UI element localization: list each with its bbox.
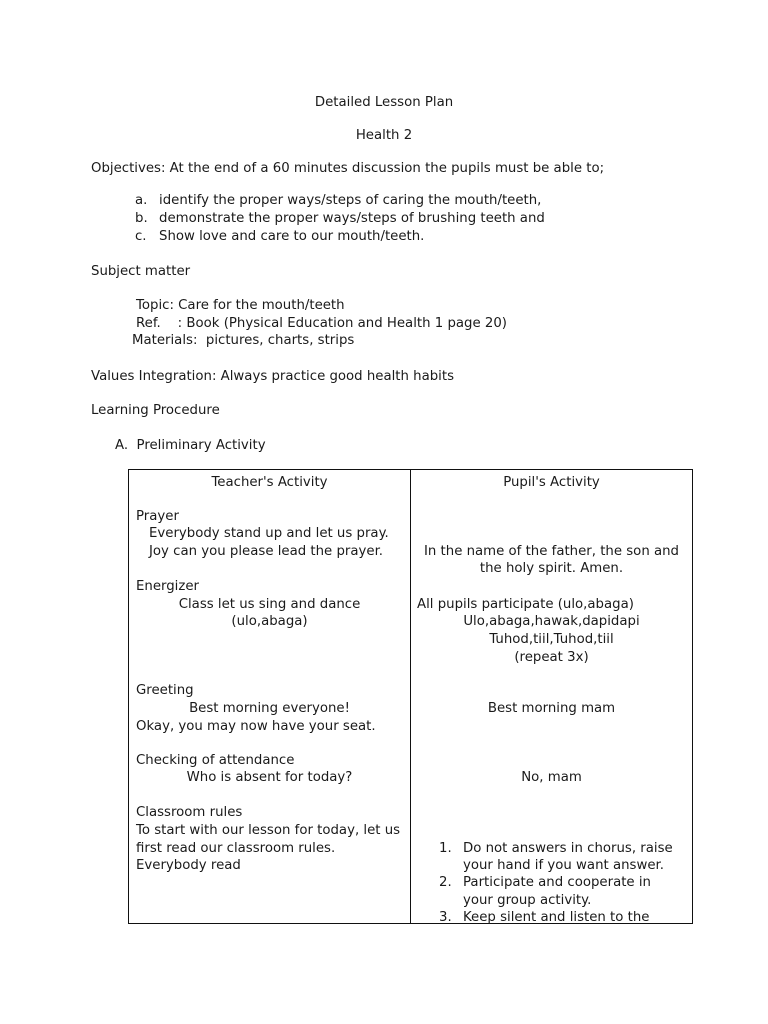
rule-number: 1.	[439, 841, 452, 856]
teacher-energizer-line: (ulo,abaga)	[231, 614, 308, 629]
teacher-rules-line: first read our classroom rules.	[136, 841, 336, 856]
pupil-energizer-line: Ulo,abaga,hawak,dapidapi	[463, 614, 640, 629]
rule-number: 3.	[439, 910, 452, 925]
teacher-attendance-title: Checking of attendance	[136, 753, 295, 768]
objective-marker: c.	[135, 229, 147, 244]
activity-table	[128, 469, 693, 924]
rule-text: Keep silent and listen to the	[463, 910, 650, 925]
teacher-prayer-line: Everybody stand up and let us pray.	[149, 526, 389, 541]
objective-item-b	[135, 210, 545, 228]
rule-text: Participate and cooperate in	[463, 875, 651, 890]
objective-item-a	[135, 192, 541, 210]
objective-marker: b.	[135, 211, 148, 226]
pupil-activity-header: Pupil's Activity	[503, 475, 600, 490]
teacher-greeting-line: Okay, you may now have your seat.	[136, 719, 376, 734]
pupil-energizer-line: All pupils participate (ulo,abaga)	[417, 597, 634, 612]
subject-matter-heading: Subject matter	[91, 264, 191, 279]
rule-text-continued: your hand if you want answer.	[463, 858, 664, 873]
teacher-greeting-line: Best morning everyone!	[189, 701, 350, 716]
objective-marker: a.	[135, 193, 148, 208]
pupil-rule-item	[439, 909, 649, 927]
rule-number: 2.	[439, 875, 452, 890]
pupil-greeting-reply: Best morning mam	[487, 701, 616, 716]
pupil-prayer-line: In the name of the father, the son and	[423, 544, 679, 559]
document-subject: Health 2	[355, 128, 413, 143]
pupil-attendance-reply: No, mam	[521, 770, 582, 785]
pupil-energizer-line: (repeat 3x)	[514, 650, 589, 665]
teacher-rules-title: Classroom rules	[136, 805, 243, 820]
preliminary-activity-heading: A. Preliminary Activity	[115, 438, 266, 453]
objectives-intro: Objectives: At the end of a 60 minutes discussion the pupils must be able to;	[91, 161, 605, 176]
objective-text: demonstrate the proper ways/steps of brushing teeth and	[159, 211, 545, 226]
reference-line: Ref. : Book (Physical Education and Health 1 page 20)	[136, 316, 507, 331]
teacher-prayer-title: Prayer	[136, 509, 179, 524]
teacher-energizer-line: Class let us sing and dance	[178, 597, 361, 612]
objective-text: Show love and care to our mouth/teeth.	[159, 229, 425, 244]
document-title: Detailed Lesson Plan	[314, 95, 454, 110]
pupil-rule-item	[439, 840, 673, 858]
teacher-attendance-line: Who is absent for today?	[186, 770, 353, 785]
rule-text-continued: your group activity.	[463, 893, 592, 908]
values-integration: Values Integration: Always practice good health habits	[91, 369, 455, 384]
teacher-greeting-title: Greeting	[136, 683, 194, 698]
table-column-divider	[410, 470, 411, 923]
pupil-rule-item	[439, 874, 651, 892]
teacher-energizer-title: Energizer	[136, 579, 200, 594]
objective-text: identify the proper ways/steps of caring the mouth/teeth,	[159, 193, 542, 208]
pupil-energizer-line: Tuhod,tiil,Tuhod,tiil	[489, 632, 614, 647]
materials-line: Materials: pictures, charts, strips	[132, 333, 355, 348]
objective-item-c	[135, 228, 424, 246]
pupil-prayer-line: the holy spirit. Amen.	[479, 561, 624, 576]
teacher-rules-line: Everybody read	[136, 858, 241, 873]
teacher-prayer-line: Joy can you please lead the prayer.	[149, 544, 384, 559]
teacher-rules-line: To start with our lesson for today, let us	[136, 823, 401, 838]
teacher-activity-header: Teacher's Activity	[211, 475, 328, 490]
learning-procedure-heading: Learning Procedure	[91, 403, 220, 418]
rule-text: Do not answers in chorus, raise	[463, 841, 673, 856]
topic-line: Topic: Care for the mouth/teeth	[136, 298, 345, 313]
